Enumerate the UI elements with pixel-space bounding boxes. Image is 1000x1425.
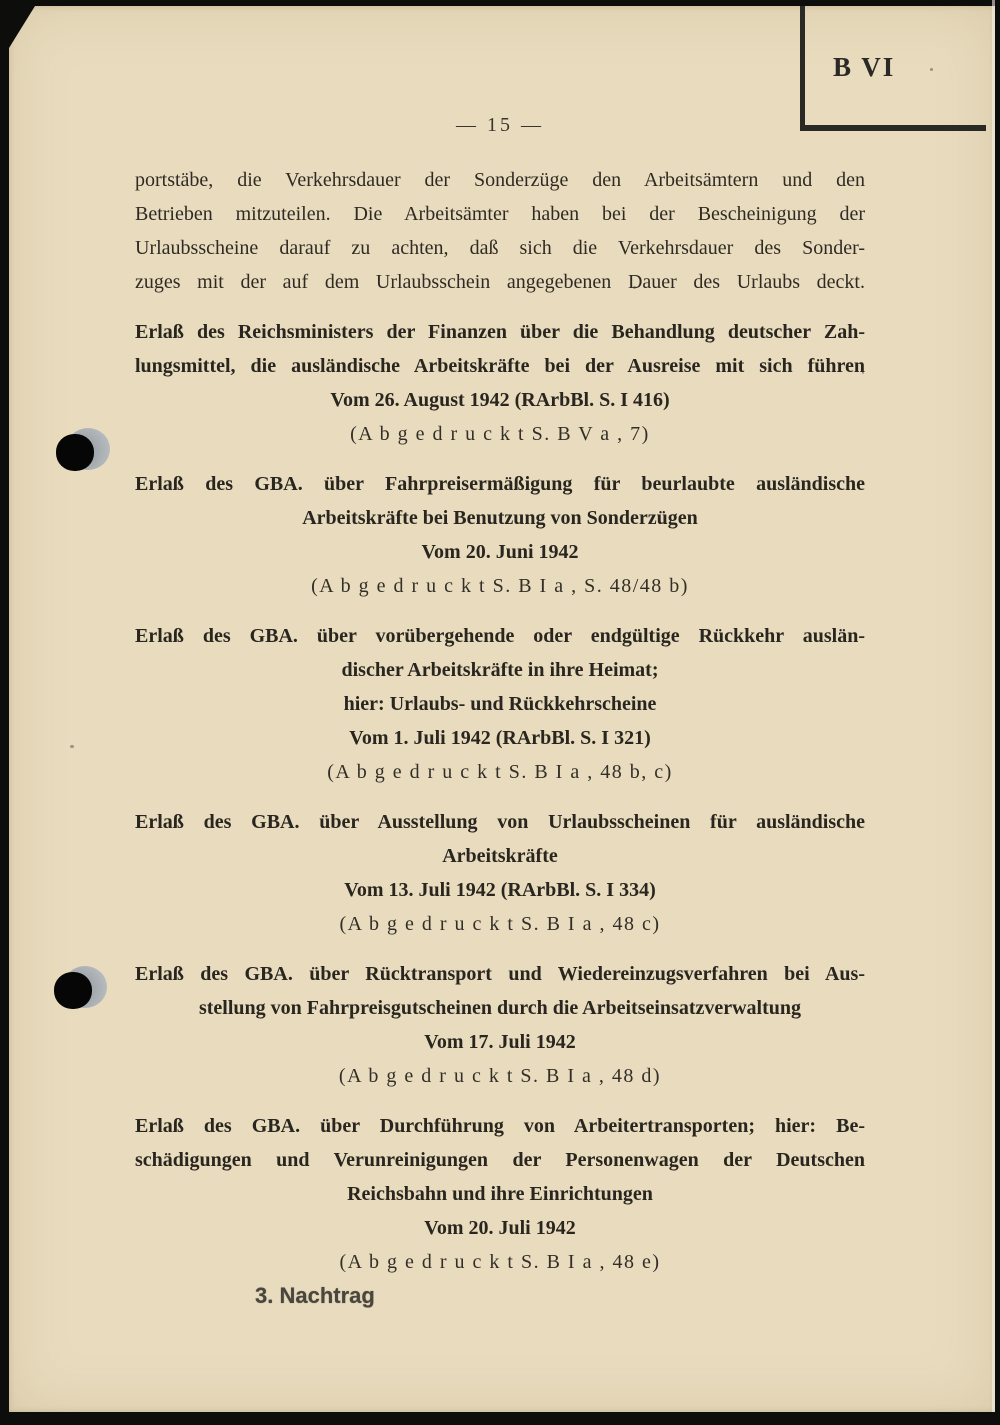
decree-title-line: stellung von Fahrpreisgutscheinen durch die Arbeitseinsatzverwaltung [198, 997, 802, 1019]
decree-title-line: Erlaß des GBA. über Rücktransport und Wiedereinzugsverfahren bei Aus- [135, 963, 865, 985]
decree-title-line: Erlaß des GBA. über vorübergehende oder endgültige Rückkehr auslän- [135, 625, 865, 647]
decree-entry-finance-minister [135, 315, 865, 451]
decree-reprint-note: (A b g e d r u c k t S. B I a , 48 d) [338, 1065, 662, 1087]
paragraph-line: portstäbe, die Verkehrsdauer der Sonderzüge den Arbeitsämtern und den [135, 169, 865, 191]
decree-entry-ruecktransport [135, 957, 865, 1093]
decree-reprint-note: (A b g e d r u c k t S. B V a , 7) [350, 423, 650, 445]
paragraph-line: Betrieben mitzuteilen. Die Arbeitsämter haben bei der Bescheinigung der [135, 203, 865, 225]
signature-mark: 3. Nachtrag [255, 1283, 375, 1308]
decree-title-line: Erlaß des GBA. über Durchführung von Arbeitertransporten; hier: Be- [135, 1115, 865, 1137]
section-corner-label: B VI [833, 52, 896, 82]
page-corner-clip [9, 6, 35, 48]
decree-reprint-note: (A b g e d r u c k t S. B I a , 48 b, c) [327, 761, 673, 783]
paragraph-line: Urlaubsscheine darauf zu achten, daß sich die Verkehrsdauer des Sonder- [135, 237, 865, 259]
decree-title-line: discher Arbeitskräfte in ihre Heimat; [341, 659, 659, 681]
hole-punch-bore [54, 972, 92, 1009]
paragraph-line: zuges mit der auf dem Urlaubsschein angegebenen Dauer des Urlaubs deckt. [135, 271, 865, 293]
decree-title-line: Arbeitskräfte bei Benutzung von Sonderzügen [302, 507, 698, 529]
scan-speckle [633, 286, 636, 289]
hole-punch-bore [56, 434, 94, 471]
decree-reprint-note: (A b g e d r u c k t S. B I a , 48 e) [339, 1251, 661, 1273]
decree-date-line: Vom 20. Juli 1942 [424, 1217, 576, 1239]
decree-entry-fahrpreisermaessigung [135, 467, 865, 603]
decree-date-line: Vom 13. Juli 1942 (RArbBl. S. I 334) [344, 879, 656, 901]
decree-title-line: lungsmittel, die ausländische Arbeitskräfte bei der Ausreise mit sich führen [135, 355, 865, 377]
decree-title-line: Reichsbahn und ihre Einrichtungen [347, 1183, 653, 1205]
decree-date-line: Vom 1. Juli 1942 (RArbBl. S. I 321) [349, 727, 651, 749]
decree-title-line: Arbeitskräfte [442, 845, 558, 867]
decree-title-line: schädigungen und Verunreinigungen der Personenwagen der Deutschen [135, 1149, 865, 1171]
decree-title-line: Erlaß des Reichsministers der Finanzen über die Behandlung deutscher Zah- [135, 321, 865, 343]
decree-title-line: Erlaß des GBA. über Fahrpreisermäßigung für beurlaubte ausländische [135, 473, 865, 495]
page-content [135, 110, 865, 1309]
decree-entry-urlaubsscheine [135, 805, 865, 941]
body-paragraph [135, 163, 865, 299]
decree-date-line: Vom 26. August 1942 (RArbBl. S. I 416) [330, 389, 670, 411]
scan-speckle [70, 745, 74, 748]
scan-speckle [930, 68, 933, 71]
decree-date-line: Vom 17. Juli 1942 [424, 1031, 576, 1053]
page-right-edge [992, 0, 995, 1412]
page-number: — 15 — [456, 114, 544, 136]
decree-reprint-note: (A b g e d r u c k t S. B I a , S. 48/48 b) [311, 575, 689, 597]
scan-speckle [862, 370, 864, 374]
decree-title-line: Erlaß des GBA. über Ausstellung von Urlaubsscheinen für ausländische [135, 811, 865, 833]
decree-reprint-note: (A b g e d r u c k t S. B I a , 48 c) [339, 913, 661, 935]
decree-title-line: hier: Urlaubs- und Rückkehrscheine [343, 693, 657, 715]
decree-date-line: Vom 20. Juni 1942 [421, 541, 579, 563]
decree-entry-rueckkehr [135, 619, 865, 789]
decree-entry-arbeitertransporte [135, 1109, 865, 1279]
